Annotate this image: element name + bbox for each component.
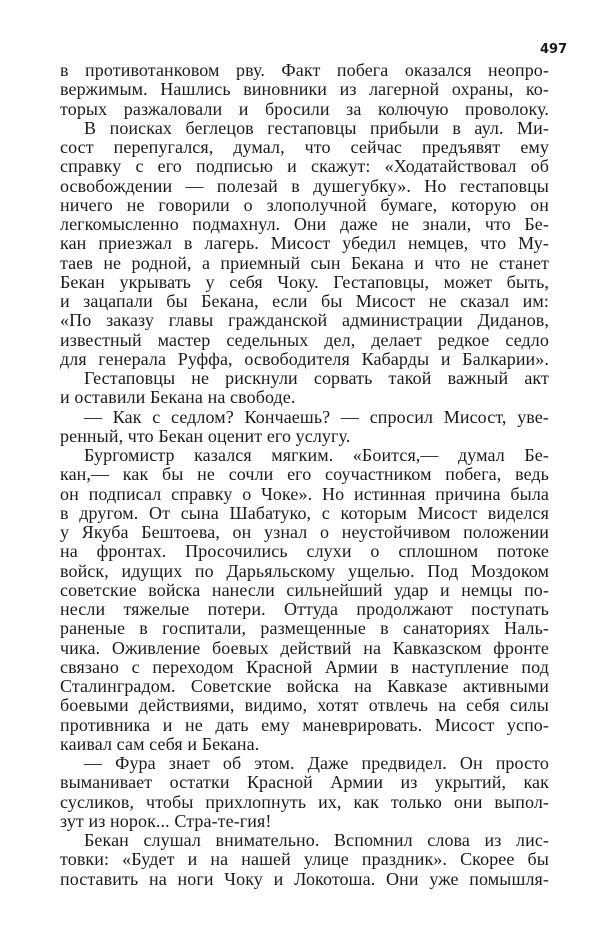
text-line: справку с его подписью и скажут: «Ходатайствовал об <box>60 156 549 177</box>
text-line: и оставили Бекана на свободе. <box>60 387 296 408</box>
text-line: торых разжаловали и бросили за колючую проволоку. <box>60 98 549 119</box>
text-line: сост перепугался, думал, что сейчас предъявят ему <box>60 137 549 157</box>
text-line: чика. Оживление боевых действий на Кавказском фронте <box>60 637 549 658</box>
text-line: Бекан укрывать у себя Чоку. Гестаповцы, может быть, <box>60 271 549 292</box>
text-line: связано с переходом Красной Армии в наступление под <box>60 656 549 677</box>
text-line: зут из норок... Стра-те-гия! <box>60 810 272 831</box>
text-line: освобождении — полезай в душегубку». Но гестаповцы <box>60 175 549 196</box>
text-line: на фронтах. Просочились слухи о сплошном потоке <box>60 541 549 562</box>
text-line: он подписал справку о Чоке». Но истинная причина была <box>60 483 549 504</box>
text-line: — Как с седлом? Кончаешь? — спросил Мисост, уве- <box>84 406 549 427</box>
text-line: Гестаповцы не рискнули сорвать такой важный акт <box>84 368 549 388</box>
text-line: для генерала Руффа, освободителя Кабарды и Балкарии». <box>60 348 549 369</box>
text-line: выманивает остатки Красной Армии из укрытий, как <box>60 772 549 793</box>
text-line: кан приезжал в лагерь. Мисост убедил немцев, что Му- <box>60 233 549 254</box>
text-line: сусликов, чтобы прихлопнуть их, как только они выпол- <box>60 791 549 812</box>
text-line: Бургомистр казался мягким. «Боится,— думал Бе- <box>84 445 549 465</box>
body-text <box>60 61 549 889</box>
text-line: каивал сам себя и Бекана. <box>60 733 260 754</box>
text-line: несли тяжелые потери. Оттуда продолжают поступать <box>60 599 549 619</box>
text-line: «По заказу главы гражданской администрации Диданов, <box>60 310 549 331</box>
page-number: 497 <box>540 42 568 57</box>
text-line: советские войска нанесли сильнейший удар и немцы по- <box>60 579 549 600</box>
text-line: В поисках беглецов гестаповцы прибыли в аул. Ми- <box>84 117 549 138</box>
text-line: товки: «Будет и на нашей улице праздник». Скорее бы <box>60 849 549 870</box>
text-line: легкомысленно подмахнул. Они даже не знали, что Бе- <box>60 214 549 234</box>
text-line: и зацапали бы Бекана, если бы Мисост не сказал им: <box>60 291 549 311</box>
text-line: у Якуба Бештоева, он узнал о неустойчивом положении <box>60 522 549 542</box>
text-line: войск, идущих по Дарьяльскому ущелью. Под Моздоком <box>60 560 549 581</box>
text-line: Сталинградом. Советские войска на Кавказе активными <box>60 676 549 696</box>
text-line: боевыми действиями, видимо, хотят отвлечь на себя силы <box>60 695 549 716</box>
text-line: в противотанковом рву. Факт побега оказался неопро- <box>60 60 549 80</box>
text-line: ренный, что Бекан оценит его услугу. <box>60 425 351 446</box>
text-line: противника и не дать ему маневрировать. Мисост успо- <box>60 714 549 735</box>
text-line: известный мастер седельных дел, делает редкое седло <box>60 329 549 350</box>
text-line: поставить на ноги Чоку и Локотоша. Они уже помышля- <box>60 868 549 889</box>
text-line: в другом. От сына Шабатуко, с которым Мисост виделся <box>60 502 549 523</box>
text-line: — Фура знает об этом. Даже предвидел. Он просто <box>84 753 549 773</box>
text-line: раненые в госпитали, размещенные в санаториях Наль- <box>60 618 549 639</box>
text-line: Бекан слушал внимательно. Вспомнил слова из лис- <box>84 830 549 850</box>
text-line: ничего не говорили о злополучной бумаге, которую он <box>60 194 549 215</box>
text-line: таев не родной, а приемный сын Бекана и что не станет <box>60 252 549 273</box>
text-line: кан,— как бы не сочли его соучастником побега, ведь <box>60 464 549 485</box>
text-line: вержимым. Нашлись виновники из лагерной охраны, ко- <box>60 79 549 100</box>
